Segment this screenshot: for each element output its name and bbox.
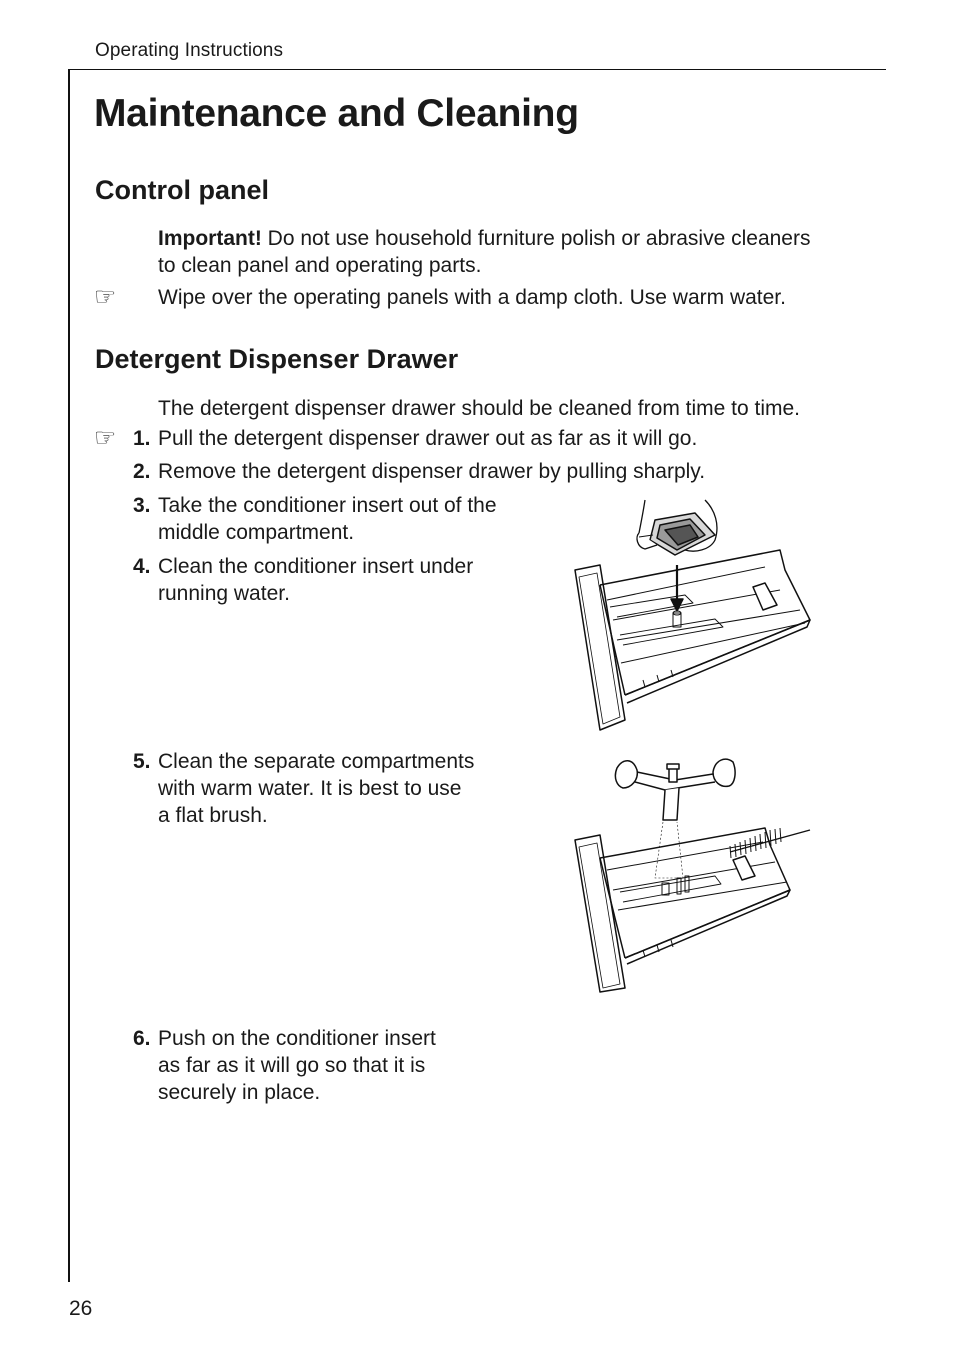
step-line: Pull the detergent dispenser drawer out as far as it will go. [158,427,698,450]
running-header: Operating Instructions [95,40,284,61]
step-line: middle compartment. [158,521,355,544]
step-line: Clean the conditioner insert under [158,555,474,578]
step-number: 5. [133,750,151,773]
page-number: 26 [69,1297,93,1320]
pointing-hand-icon: ☞ [94,424,117,452]
step-text [158,425,697,452]
step-number: 4. [133,555,151,578]
section-heading-drawer: Detergent Dispenser Drawer [95,344,459,374]
header-rule [68,69,886,70]
important-text-line1: Do not use household furniture polish or abrasive cleaners [261,227,811,250]
step-line: running water. [158,582,290,605]
step-number: 6. [133,1027,151,1050]
important-note [158,225,810,279]
step-number: 3. [133,494,151,517]
step-line: Take the conditioner insert out of the [158,494,497,517]
control-panel-instruction: Wipe over the operating panels with a damp cloth. Use warm water. [158,286,786,309]
step-line: as far as it will go so that it is [158,1054,426,1077]
step-line: Clean the separate compartments [158,750,475,773]
step-text [158,748,474,829]
margin-rule [68,69,70,1282]
pointing-hand-icon: ☞ [94,283,117,311]
step-text [158,553,473,607]
section-heading-control-panel: Control panel [95,175,269,205]
step-line: Push on the conditioner insert [158,1027,436,1050]
important-label: Important! [158,227,262,250]
conditioner-insert-illustration [565,495,815,735]
step-text [158,1025,436,1106]
page-title: Maintenance and Cleaning [94,92,579,135]
cleaning-compartments-illustration [565,750,815,995]
step-line: with warm water. It is best to use [158,777,462,800]
step-line: securely in place. [158,1081,321,1104]
important-text-line2: to clean panel and operating parts. [158,254,482,277]
step-number: 2. [133,460,151,483]
step-line: a flat brush. [158,804,268,827]
step-number: 1. [133,427,151,450]
step-text [158,458,705,485]
step-line: Remove the detergent dispenser drawer by pulling sharply. [158,460,706,483]
step-text [158,492,497,546]
drawer-intro: The detergent dispenser drawer should be cleaned from time to time. [158,397,801,420]
